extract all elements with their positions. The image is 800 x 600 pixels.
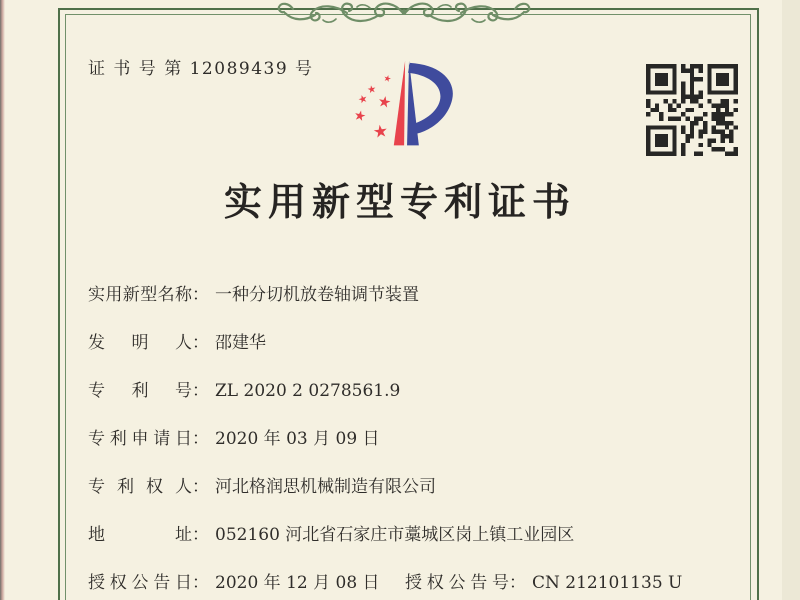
field-row-utility-model-name: [88, 283, 419, 307]
certificate-title: 实用新型专利证书: [223, 179, 576, 224]
field-value: 2020 年 12 月 08 日: [215, 573, 380, 593]
field-label: 专利申请日: [88, 429, 192, 449]
field-colon: ：: [192, 477, 209, 497]
field-row-grant-number: [405, 571, 682, 595]
field-value: CN 212101135 U: [532, 573, 683, 593]
scrollwork-flourish-icon: [277, 0, 531, 32]
field-row-address: [88, 523, 574, 547]
field-label: 专利号: [88, 381, 192, 401]
field-row-filing-date: [88, 427, 380, 451]
qr-code-icon: [645, 64, 739, 156]
field-colon: ：: [192, 525, 209, 545]
field-label: 地址: [88, 525, 192, 545]
certificate-number: 证 书 号 第 12089439 号: [88, 59, 314, 79]
field-row-patent-number: [88, 379, 400, 403]
field-row-patentee: [88, 475, 436, 499]
field-label: 专利权人: [88, 477, 192, 497]
field-row-grant-date: [88, 571, 380, 595]
field-label: 发明人: [88, 333, 192, 353]
field-row-inventor: [88, 331, 266, 355]
field-colon: ：: [192, 429, 209, 449]
field-value: 河北格润思机械制造有限公司: [215, 477, 436, 497]
field-colon: ：: [192, 285, 209, 305]
field-colon: ：: [192, 381, 209, 401]
field-label: 授权公告号: [405, 573, 509, 593]
field-colon: ：: [192, 573, 209, 593]
field-value: 2020 年 03 月 09 日: [215, 429, 380, 449]
field-value: 052160 河北省石家庄市藁城区岗上镇工业园区: [215, 525, 575, 545]
field-label: 实用新型名称: [88, 285, 192, 305]
cnipa-patent-logo-icon: [330, 56, 490, 164]
field-colon: ：: [192, 333, 209, 353]
scan-page-left-edge: [0, 0, 5, 600]
field-colon: ：: [509, 573, 526, 593]
field-value: 邵建华: [215, 333, 266, 353]
field-value: 一种分切机放卷轴调节装置: [215, 285, 419, 305]
scan-page-right-margin: [782, 0, 800, 600]
field-value: ZL 2020 2 0278561.9: [215, 381, 401, 401]
field-label: 授权公告日: [88, 573, 192, 593]
